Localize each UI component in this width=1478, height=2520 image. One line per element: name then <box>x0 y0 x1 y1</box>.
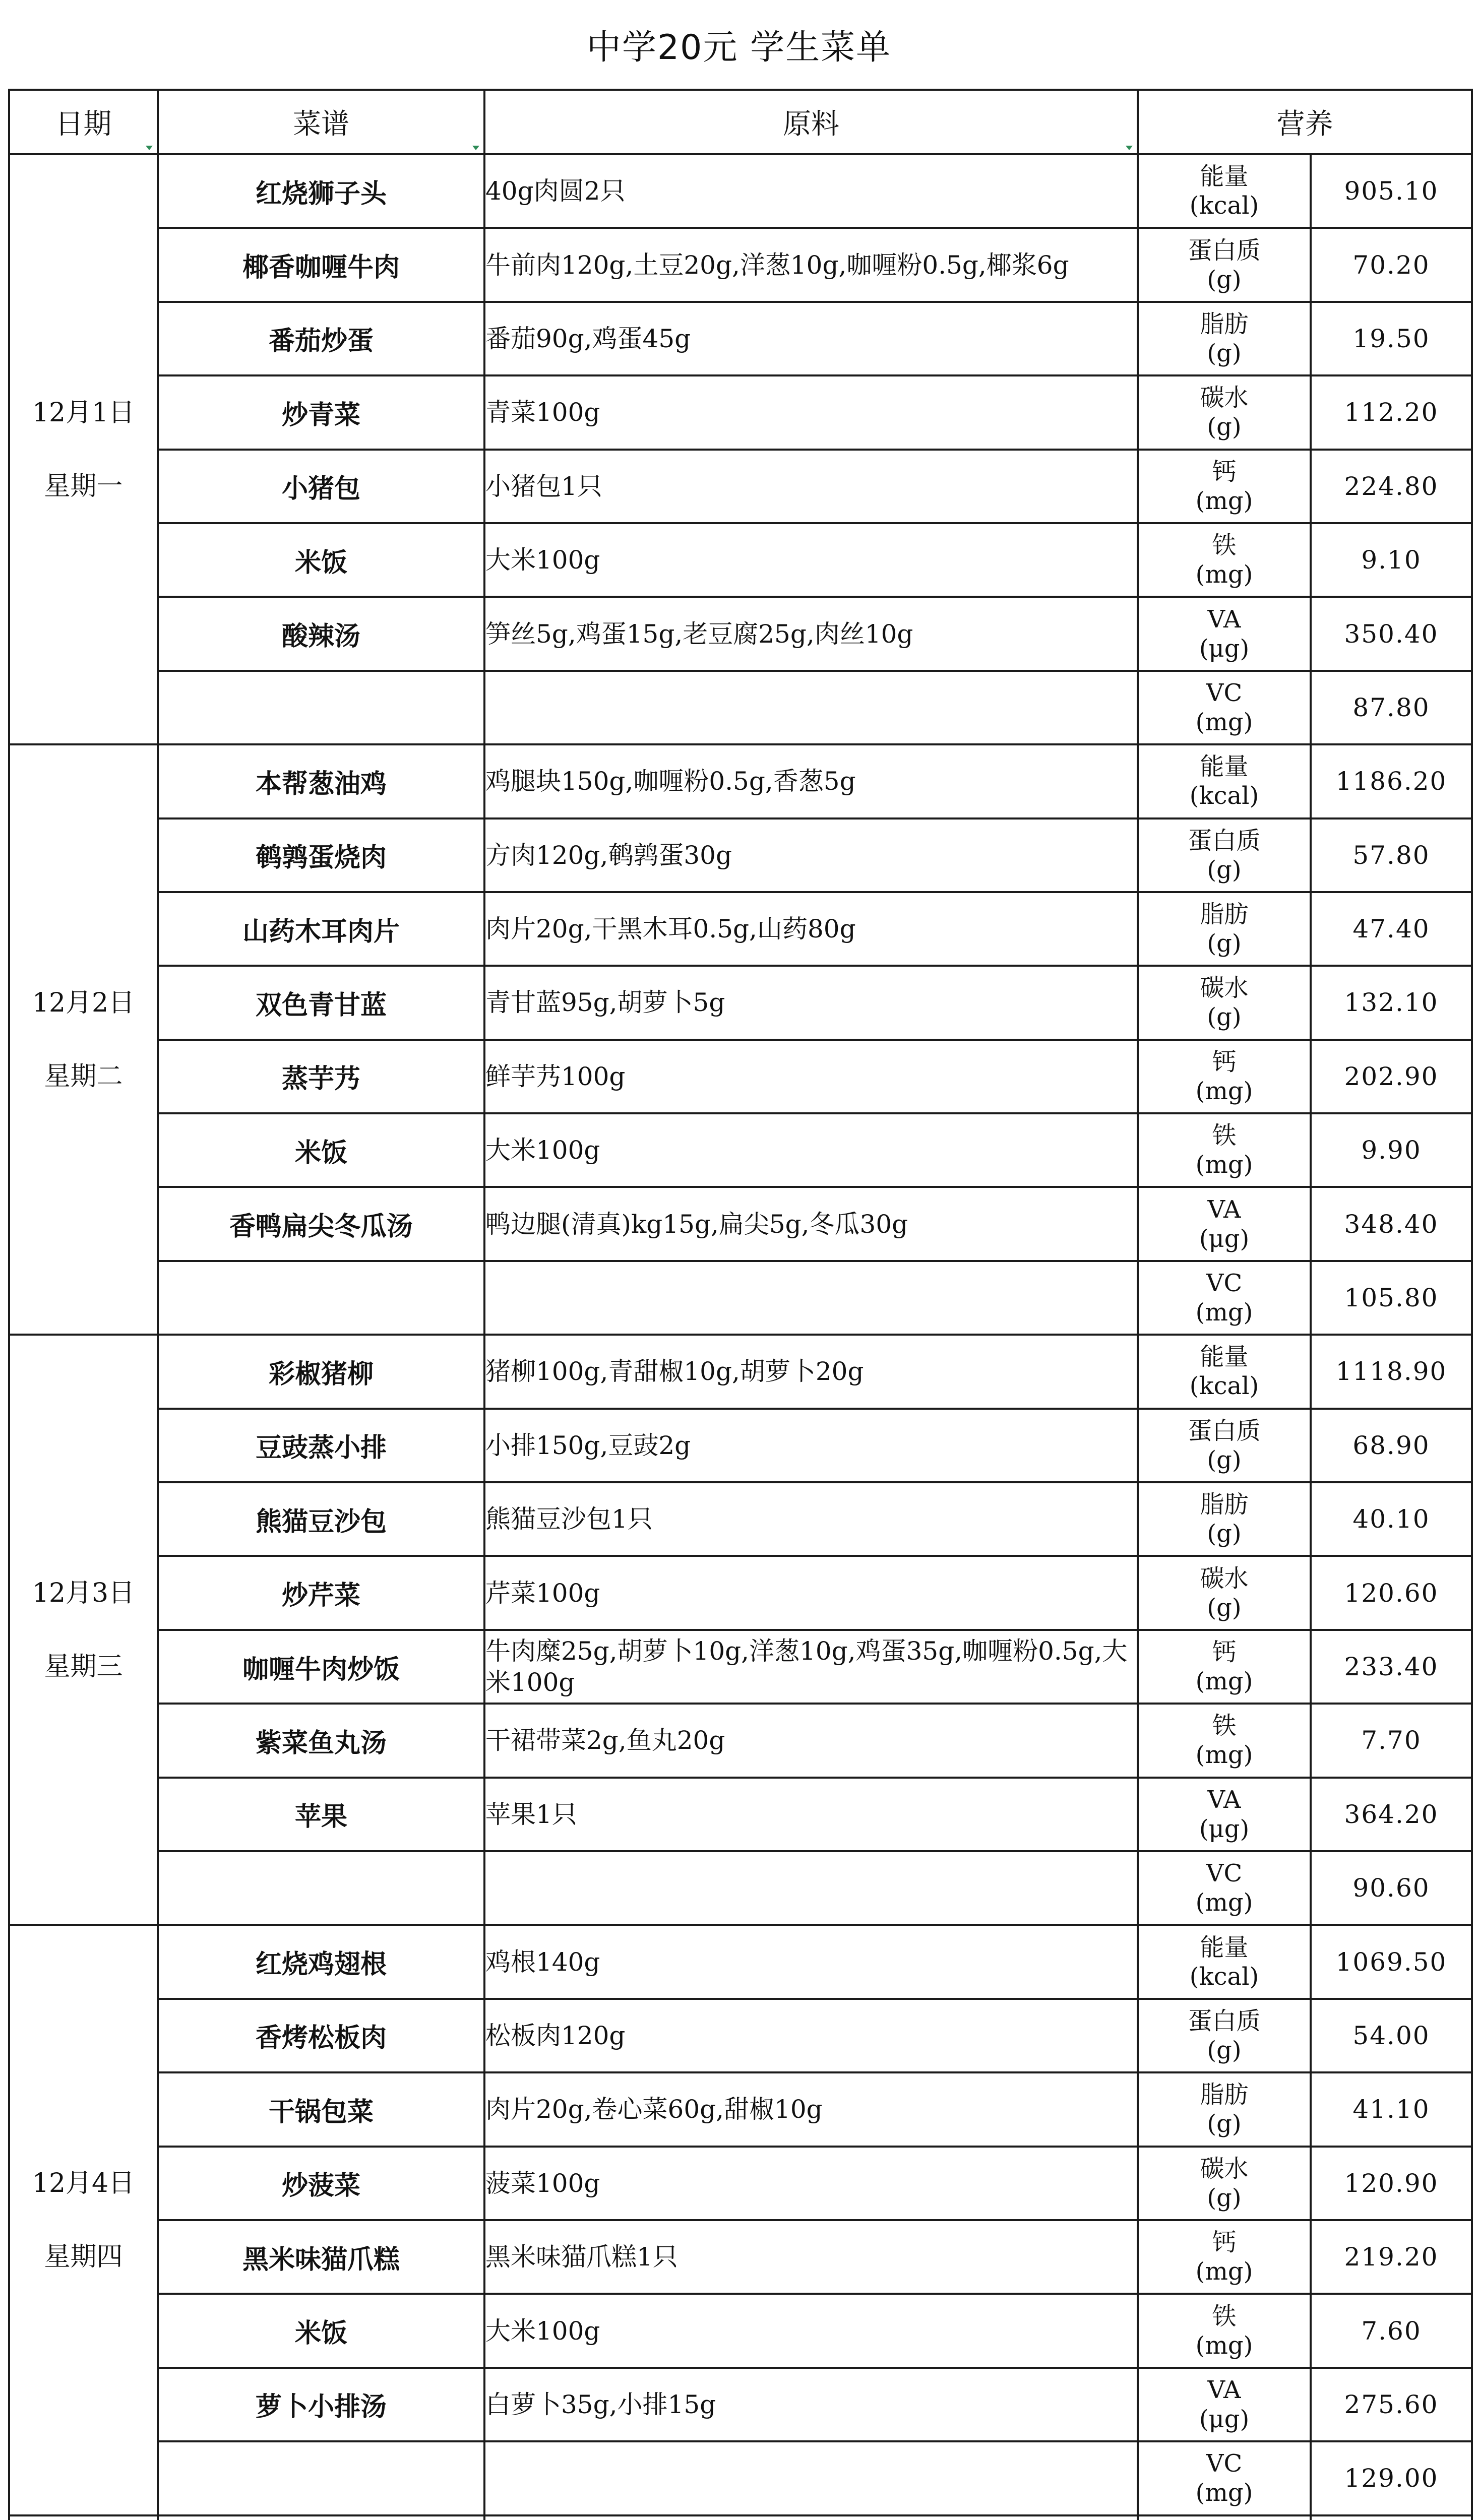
table-row <box>9 1040 1472 1113</box>
dish-cell[interactable]: 椰香咖喱牛肉 <box>158 228 484 301</box>
nutrient-value-cell[interactable]: 19.50 <box>1311 302 1472 375</box>
nutrient-label-cell[interactable] <box>1138 228 1311 301</box>
nutrient-label-cell[interactable] <box>1138 1925 1311 1998</box>
nutrient-label-cell[interactable] <box>1138 2220 1311 2294</box>
nutrient-name: VC <box>1206 1269 1243 1298</box>
table-row <box>9 1851 1472 1925</box>
dish-cell[interactable]: 熊猫豆沙包 <box>158 1482 484 1556</box>
nutrient-unit: (μg) <box>1199 1224 1250 1253</box>
dish-cell[interactable]: 番茄炒蛋 <box>158 302 484 375</box>
nutrient-label-cell[interactable] <box>1138 892 1311 966</box>
table-row <box>9 375 1472 449</box>
ingredients-cell[interactable]: 松板肉120g <box>484 1999 1138 2072</box>
nutrient-unit: (mg) <box>1195 1298 1253 1327</box>
nutrient-unit: (mg) <box>1195 2331 1253 2360</box>
ingredients-cell[interactable]: 方肉120g,鹌鹑蛋30g <box>484 818 1138 892</box>
nutrient-label-cell[interactable] <box>1138 523 1311 597</box>
dish-cell[interactable]: 红烧狮子头 <box>158 154 484 228</box>
nutrient-label-cell[interactable] <box>1138 1113 1311 1187</box>
weekday-label: 星期四 <box>44 2241 123 2272</box>
dish-cell[interactable]: 豆豉蒸小排 <box>158 1409 484 1482</box>
ingredients-cell[interactable]: 菠菜100g <box>484 2147 1138 2220</box>
day-cell <box>9 1925 158 2515</box>
nutrient-unit: (μg) <box>1199 634 1250 663</box>
table-row <box>9 966 1472 1039</box>
table-row <box>9 154 1472 228</box>
ingredients-cell[interactable] <box>484 1851 1138 1925</box>
dish-cell[interactable]: 鹌鹑蛋烧肉 <box>158 818 484 892</box>
nutrient-name: 蛋白质 <box>1188 826 1261 855</box>
nutrient-unit: (g) <box>1207 2110 1242 2138</box>
ingredients-cell[interactable]: 大米100g <box>484 523 1138 597</box>
nutrient-unit: (g) <box>1207 2036 1242 2064</box>
nutrient-name: 蛋白质 <box>1188 2006 1261 2035</box>
table-row <box>9 1999 1472 2072</box>
header-nutrition[interactable]: 营养 <box>1138 90 1472 154</box>
table-row <box>9 1630 1472 1704</box>
page-title: 中学20元 学生菜单 <box>586 27 892 68</box>
nutrient-value-cell[interactable]: 219.20 <box>1311 2220 1472 2294</box>
nutrient-name: 能量 <box>1200 1343 1249 1371</box>
nutrient-unit: (mg) <box>1195 2479 1253 2507</box>
ingredients-cell[interactable]: 鸡腿块150g,咖喱粉0.5g,香葱5g <box>484 744 1138 818</box>
nutrient-name: 钙 <box>1212 1047 1237 1076</box>
ingredients-cell[interactable]: 肉片20g,干黑木耳0.5g,山药80g <box>484 892 1138 966</box>
day-cell <box>9 2515 158 2520</box>
dish-cell[interactable]: 米饭 <box>158 2294 484 2367</box>
nutrient-name: 脂肪 <box>1200 309 1249 338</box>
table-row <box>9 671 1472 744</box>
dish-cell[interactable]: 香烤松板肉 <box>158 1999 484 2072</box>
nutrient-unit: (kcal) <box>1189 1372 1259 1401</box>
nutrient-label-cell[interactable] <box>1138 2147 1311 2220</box>
nutrient-unit: (μg) <box>1199 2405 1250 2433</box>
header-dish[interactable]: 菜谱 <box>158 90 484 154</box>
table-row <box>9 1704 1472 1777</box>
table-row <box>9 1778 1472 1851</box>
nutrient-name: 碳水 <box>1200 384 1249 412</box>
ingredients-cell[interactable]: 白萝卜35g,小排15g <box>484 2368 1138 2441</box>
nutrient-value-cell[interactable]: 112.20 <box>1311 375 1472 449</box>
nutrient-label-cell[interactable] <box>1138 2368 1311 2441</box>
nutrient-value-cell[interactable]: 40.10 <box>1311 1482 1472 1556</box>
ingredients-cell[interactable]: 黑米味猫爪糕1只 <box>484 2220 1138 2294</box>
table-row <box>9 2220 1472 2294</box>
nutrient-value-cell[interactable]: 905.10 <box>1311 154 1472 228</box>
ingredients-cell[interactable]: 肉片20g,卷心菜60g,甜椒10g <box>484 2072 1138 2146</box>
dish-cell[interactable]: 酸辣汤 <box>158 597 484 670</box>
nutrient-unit: (mg) <box>1195 1741 1253 1770</box>
table-row <box>9 2441 1472 2515</box>
nutrient-name: 能量 <box>1200 162 1249 191</box>
dish-cell[interactable] <box>158 2515 484 2520</box>
nutrient-name: VC <box>1206 678 1243 707</box>
dish-cell[interactable]: 干锅包菜 <box>158 2072 484 2146</box>
ingredients-cell[interactable] <box>484 671 1138 744</box>
nutrient-unit: (kcal) <box>1189 1962 1259 1991</box>
dish-cell[interactable]: 小猪包 <box>158 450 484 523</box>
nutrient-unit: (mg) <box>1195 708 1253 736</box>
nutrient-value-cell[interactable]: 202.90 <box>1311 1040 1472 1113</box>
nutrient-value-cell[interactable]: 7.70 <box>1311 1704 1472 1777</box>
nutrient-name: 蛋白质 <box>1188 236 1261 265</box>
nutrient-name: VC <box>1206 1859 1243 1888</box>
date-label: 12月4日 <box>32 2168 135 2198</box>
ingredients-cell[interactable]: 小排150g,豆豉2g <box>484 1409 1138 1482</box>
nutrient-name: 钙 <box>1212 1638 1237 1666</box>
dish-cell[interactable] <box>158 1851 484 1925</box>
dish-cell[interactable]: 咖喱牛肉炒饭 <box>158 1630 484 1704</box>
nutrient-value-cell[interactable]: 233.40 <box>1311 1630 1472 1704</box>
nutrient-name: 脂肪 <box>1200 1490 1249 1519</box>
ingredients-cell[interactable]: 苹果1只 <box>484 1778 1138 1851</box>
nutrient-name: VC <box>1206 2449 1243 2478</box>
ingredients-cell[interactable]: 芹菜100g <box>484 1556 1138 1629</box>
nutrient-unit: (mg) <box>1195 1077 1253 1105</box>
dish-cell[interactable] <box>158 671 484 744</box>
nutrient-unit: (mg) <box>1195 486 1253 515</box>
ingredients-cell[interactable]: 青菜100g <box>484 375 1138 449</box>
table-row <box>9 1556 1472 1629</box>
header-date[interactable]: 日期 <box>9 90 158 154</box>
nutrient-value-cell[interactable]: 70.20 <box>1311 228 1472 301</box>
dish-cell[interactable]: 本帮葱油鸡 <box>158 744 484 818</box>
nutrient-value-cell[interactable]: 275.60 <box>1311 2368 1472 2441</box>
ingredients-cell[interactable]: 牛肉糜25g,胡萝卜10g,洋葱10g,鸡蛋35g,咖喱粉0.5g,大米100g <box>484 1630 1138 1704</box>
nutrient-value-cell[interactable]: 1118.90 <box>1311 1335 1472 1408</box>
table-row <box>9 744 1472 818</box>
nutrient-unit: (μg) <box>1199 1814 1250 1843</box>
nutrient-label-cell[interactable] <box>1138 1482 1311 1556</box>
nutrient-label-cell[interactable] <box>1138 2072 1311 2146</box>
nutrient-label-cell[interactable] <box>1138 1040 1311 1113</box>
table-row <box>9 450 1472 523</box>
nutrient-name: 能量 <box>1200 1933 1249 1962</box>
nutrient-label-cell[interactable] <box>1138 1335 1311 1408</box>
nutrient-value-cell[interactable]: 1069.50 <box>1311 1925 1472 1998</box>
date-label: 12月3日 <box>32 1578 135 1608</box>
ingredients-cell[interactable]: 鲜芋艿100g <box>484 1040 1138 1113</box>
nutrient-value-cell[interactable]: 41.10 <box>1311 2072 1472 2146</box>
nutrient-name: 碳水 <box>1200 2154 1249 2183</box>
nutrient-name: 脂肪 <box>1200 900 1249 929</box>
nutrient-name: 铁 <box>1212 531 1237 560</box>
ingredients-cell[interactable]: 番茄90g,鸡蛋45g <box>484 302 1138 375</box>
nutrient-label-cell[interactable] <box>1138 597 1311 670</box>
dish-cell[interactable]: 米饭 <box>158 523 484 597</box>
nutrient-label-cell[interactable] <box>1138 1261 1311 1335</box>
nutrient-unit: (g) <box>1207 2183 1242 2212</box>
nutrient-name: VA <box>1207 2375 1241 2404</box>
menu-table <box>8 89 1473 2520</box>
weekday-label: 星期二 <box>44 1061 123 1092</box>
nutrient-label-cell[interactable] <box>1138 1556 1311 1629</box>
nutrient-unit: (g) <box>1207 855 1242 884</box>
nutrient-unit: (mg) <box>1195 560 1253 589</box>
table-row <box>9 597 1472 670</box>
nutrient-unit: (mg) <box>1195 1151 1253 1179</box>
nutrient-label-cell[interactable] <box>1138 966 1311 1039</box>
table-row <box>9 2294 1472 2367</box>
nutrient-value-cell[interactable]: 68.90 <box>1311 1409 1472 1482</box>
nutrient-value-cell[interactable]: 87.80 <box>1311 671 1472 744</box>
weekday-label: 星期一 <box>44 471 123 501</box>
nutrient-value-cell[interactable]: 47.40 <box>1311 892 1472 966</box>
nutrient-label-cell[interactable] <box>1138 302 1311 375</box>
dish-cell[interactable] <box>158 1261 484 1335</box>
nutrient-label-cell[interactable] <box>1138 2515 1311 2520</box>
table-row <box>9 1187 1472 1261</box>
dish-cell[interactable]: 紫菜鱼丸汤 <box>158 1704 484 1777</box>
nutrient-unit: (g) <box>1207 265 1242 294</box>
nutrient-value-cell[interactable]: 129.00 <box>1311 2441 1472 2515</box>
table-row <box>9 818 1472 892</box>
dish-cell[interactable]: 苹果 <box>158 1778 484 1851</box>
table-row <box>9 1409 1472 1482</box>
nutrient-unit: (g) <box>1207 1003 1242 1032</box>
table-row <box>9 2515 1472 2520</box>
nutrient-value-cell[interactable]: 120.90 <box>1311 2147 1472 2220</box>
day-cell <box>9 154 158 744</box>
ingredients-cell[interactable]: 牛前肉120g,土豆20g,洋葱10g,咖喱粉0.5g,椰浆6g <box>484 228 1138 301</box>
nutrient-unit: (mg) <box>1195 2257 1253 2286</box>
nutrient-unit: (kcal) <box>1189 782 1259 810</box>
nutrient-label-cell[interactable] <box>1138 1704 1311 1777</box>
nutrient-label-cell[interactable] <box>1138 1409 1311 1482</box>
nutrient-name: VA <box>1207 1195 1241 1224</box>
dish-cell[interactable]: 红烧鸡翅根 <box>158 1925 484 1998</box>
table-row <box>9 1113 1472 1187</box>
filter-dropdown-icon <box>472 146 479 150</box>
nutrient-name: VA <box>1207 605 1241 634</box>
dish-cell[interactable]: 萝卜小排汤 <box>158 2368 484 2441</box>
ingredients-cell[interactable] <box>484 2441 1138 2515</box>
nutrient-label-cell[interactable] <box>1138 1999 1311 2072</box>
ingredients-cell[interactable]: 40g肉圆2只 <box>484 154 1138 228</box>
nutrient-value-cell[interactable]: 105.80 <box>1311 1261 1472 1335</box>
nutrient-unit: (g) <box>1207 1520 1242 1548</box>
dish-cell[interactable]: 香鸭扁尖冬瓜汤 <box>158 1187 484 1261</box>
nutrient-value-cell[interactable]: 9.10 <box>1311 523 1472 597</box>
filter-dropdown-icon <box>1126 146 1133 150</box>
ingredients-cell[interactable]: 干裙带菜2g,鱼丸20g <box>484 1704 1138 1777</box>
nutrient-unit: (kcal) <box>1189 192 1259 220</box>
nutrient-value-cell[interactable]: 54.00 <box>1311 1999 1472 2072</box>
nutrient-unit: (mg) <box>1195 1888 1253 1917</box>
header-ingredients[interactable]: 原料 <box>484 90 1138 154</box>
day-cell <box>9 1335 158 1925</box>
nutrient-value-cell[interactable]: 7.60 <box>1311 2294 1472 2367</box>
dish-cell[interactable]: 黑米味猫爪糕 <box>158 2220 484 2294</box>
dish-cell[interactable] <box>158 2441 484 2515</box>
nutrient-value-cell[interactable]: 90.60 <box>1311 1851 1472 1925</box>
nutrient-label-cell[interactable] <box>1138 2441 1311 2515</box>
ingredients-cell[interactable]: 大米100g <box>484 2294 1138 2367</box>
nutrient-name: 钙 <box>1212 457 1237 486</box>
table-row <box>9 892 1472 966</box>
table-row <box>9 2147 1472 2220</box>
nutrient-value-cell[interactable]: 224.80 <box>1311 450 1472 523</box>
nutrient-label-cell[interactable] <box>1138 744 1311 818</box>
date-label: 12月1日 <box>32 397 135 428</box>
nutrient-value-cell[interactable]: 120.60 <box>1311 1556 1472 1629</box>
nutrient-name: 铁 <box>1212 1712 1237 1740</box>
ingredients-cell[interactable] <box>484 2515 1138 2520</box>
table-row <box>9 1261 1472 1335</box>
nutrient-value-cell[interactable]: 348.40 <box>1311 1187 1472 1261</box>
nutrient-value-cell[interactable] <box>1311 2515 1472 2520</box>
nutrient-name: 钙 <box>1212 2228 1237 2257</box>
nutrient-name: 蛋白质 <box>1188 1416 1261 1445</box>
nutrient-value-cell[interactable]: 9.90 <box>1311 1113 1472 1187</box>
nutrient-label-cell[interactable] <box>1138 1187 1311 1261</box>
nutrient-name: 铁 <box>1212 2302 1237 2330</box>
dish-cell[interactable]: 彩椒猪柳 <box>158 1335 484 1408</box>
nutrient-label-cell[interactable] <box>1138 1630 1311 1704</box>
ingredients-cell[interactable]: 青甘蓝95g,胡萝卜5g <box>484 966 1138 1039</box>
nutrient-label-cell[interactable] <box>1138 1778 1311 1851</box>
table-row <box>9 1482 1472 1556</box>
nutrient-unit: (mg) <box>1195 1667 1253 1695</box>
ingredients-cell[interactable]: 笋丝5g,鸡蛋15g,老豆腐25g,肉丝10g <box>484 597 1138 670</box>
nutrient-label-cell[interactable] <box>1138 2294 1311 2367</box>
dish-cell[interactable]: 炒菠菜 <box>158 2147 484 2220</box>
nutrient-value-cell[interactable]: 350.40 <box>1311 597 1472 670</box>
nutrient-unit: (g) <box>1207 413 1242 442</box>
dish-cell[interactable]: 炒芹菜 <box>158 1556 484 1629</box>
table-row <box>9 2072 1472 2146</box>
nutrient-unit: (g) <box>1207 339 1242 367</box>
weekday-label: 星期三 <box>44 1651 123 1682</box>
nutrient-value-cell[interactable]: 364.20 <box>1311 1778 1472 1851</box>
table-row <box>9 302 1472 375</box>
nutrient-name: 碳水 <box>1200 1564 1249 1593</box>
nutrient-value-cell[interactable]: 57.80 <box>1311 818 1472 892</box>
table-row <box>9 1335 1472 1408</box>
nutrient-label-cell[interactable] <box>1138 671 1311 744</box>
dish-cell[interactable]: 米饭 <box>158 1113 484 1187</box>
nutrient-label-cell[interactable] <box>1138 450 1311 523</box>
nutrient-name: 能量 <box>1200 752 1249 781</box>
nutrient-unit: (g) <box>1207 1445 1242 1474</box>
nutrient-value-cell[interactable]: 1186.20 <box>1311 744 1472 818</box>
nutrient-unit: (g) <box>1207 1593 1242 1622</box>
ingredients-cell[interactable]: 熊猫豆沙包1只 <box>484 1482 1138 1556</box>
table-row <box>9 228 1472 301</box>
nutrient-label-cell[interactable] <box>1138 154 1311 228</box>
nutrient-label-cell[interactable] <box>1138 375 1311 449</box>
nutrient-label-cell[interactable] <box>1138 1851 1311 1925</box>
ingredients-cell[interactable]: 猪柳100g,青甜椒10g,胡萝卜20g <box>484 1335 1138 1408</box>
ingredients-cell[interactable]: 鸭边腿(清真)kg15g,扁尖5g,冬瓜30g <box>484 1187 1138 1261</box>
nutrient-unit: (g) <box>1207 929 1242 958</box>
filter-dropdown-icon <box>146 146 153 150</box>
nutrient-name: VA <box>1207 1785 1241 1814</box>
nutrient-name: 碳水 <box>1200 974 1249 1002</box>
dish-cell[interactable]: 蒸芋艿 <box>158 1040 484 1113</box>
ingredients-cell[interactable]: 大米100g <box>484 1113 1138 1187</box>
dish-cell[interactable]: 山药木耳肉片 <box>158 892 484 966</box>
ingredients-cell[interactable] <box>484 1261 1138 1335</box>
ingredients-cell[interactable]: 小猪包1只 <box>484 450 1138 523</box>
day-cell <box>9 744 158 1335</box>
nutrient-value-cell[interactable]: 132.10 <box>1311 966 1472 1039</box>
ingredients-cell[interactable]: 鸡根140g <box>484 1925 1138 1998</box>
table-row <box>9 523 1472 597</box>
nutrient-name: 脂肪 <box>1200 2081 1249 2109</box>
dish-cell[interactable]: 双色青甘蓝 <box>158 966 484 1039</box>
dish-cell[interactable]: 炒青菜 <box>158 375 484 449</box>
table-row <box>9 1925 1472 1998</box>
nutrient-name: 铁 <box>1212 1121 1237 1150</box>
table-row <box>9 2368 1472 2441</box>
header-row <box>9 90 1472 154</box>
nutrient-label-cell[interactable] <box>1138 818 1311 892</box>
date-label: 12月2日 <box>32 987 135 1018</box>
